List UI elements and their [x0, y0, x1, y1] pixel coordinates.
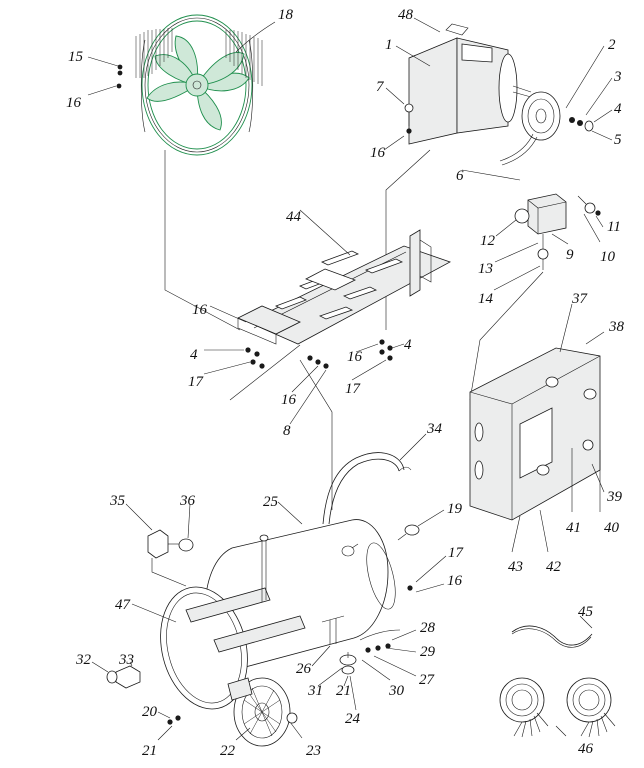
callout-16-d: 16 [347, 349, 362, 365]
coiled-hose-pair [500, 678, 615, 737]
fan-shroud-assembly [88, 15, 275, 330]
callout-10: 10 [600, 249, 615, 265]
callout-3: 3 [614, 69, 622, 85]
callout-4-b: 4 [190, 347, 198, 363]
callout-17-c: 17 [448, 545, 463, 561]
callout-25: 25 [263, 494, 278, 510]
callout-16-f: 16 [447, 573, 462, 589]
callout-1: 1 [385, 37, 393, 53]
callout-30: 30 [389, 683, 404, 699]
callout-47: 47 [115, 597, 130, 613]
discharge-hose [512, 616, 592, 647]
belt-guard-panel [470, 304, 604, 552]
callout-48: 48 [398, 7, 413, 23]
callout-29: 29 [420, 644, 435, 660]
callout-17-a: 17 [188, 374, 203, 390]
callout-35: 35 [110, 493, 125, 509]
callout-40: 40 [604, 520, 619, 536]
callout-5: 5 [614, 132, 622, 148]
callout-17-b: 17 [345, 381, 360, 397]
callout-6: 6 [456, 168, 464, 184]
callout-4-c: 4 [404, 337, 412, 353]
callout-37: 37 [572, 291, 587, 307]
callout-39: 39 [607, 489, 622, 505]
callout-23: 23 [306, 743, 321, 759]
callout-8: 8 [283, 423, 291, 439]
callout-21-a: 21 [336, 683, 351, 699]
callout-45: 45 [578, 604, 593, 620]
callout-28: 28 [420, 620, 435, 636]
callout-7: 7 [376, 79, 384, 95]
callout-16-b: 16 [370, 145, 385, 161]
callout-41: 41 [566, 520, 581, 536]
callout-24: 24 [345, 711, 360, 727]
callout-16-c: 16 [192, 302, 207, 318]
callout-44: 44 [286, 209, 301, 225]
callout-38: 38 [609, 319, 624, 335]
callout-20: 20 [142, 704, 157, 720]
callout-43: 43 [508, 559, 523, 575]
callout-32: 32 [76, 652, 91, 668]
callout-9: 9 [566, 247, 574, 263]
callout-16-e: 16 [281, 392, 296, 408]
callout-42: 42 [546, 559, 561, 575]
callout-31: 31 [308, 683, 323, 699]
callout-19: 19 [447, 501, 462, 517]
callout-21-b: 21 [142, 743, 157, 759]
callout-2: 2 [608, 37, 616, 53]
callout-34: 34 [427, 421, 442, 437]
callout-14: 14 [478, 291, 493, 307]
callout-12: 12 [480, 233, 495, 249]
callout-22: 22 [220, 743, 235, 759]
callout-15: 15 [68, 49, 83, 65]
callout-33: 33 [119, 652, 134, 668]
callout-4-a: 4 [614, 101, 622, 117]
callout-36: 36 [180, 493, 195, 509]
callout-13: 13 [478, 261, 493, 277]
base-plate [204, 210, 450, 424]
callout-16-a: 16 [66, 95, 81, 111]
callout-46: 46 [578, 741, 593, 757]
callout-18: 18 [278, 7, 293, 23]
callout-11: 11 [607, 219, 621, 235]
callout-27: 27 [419, 672, 434, 688]
callout-26: 26 [296, 661, 311, 677]
